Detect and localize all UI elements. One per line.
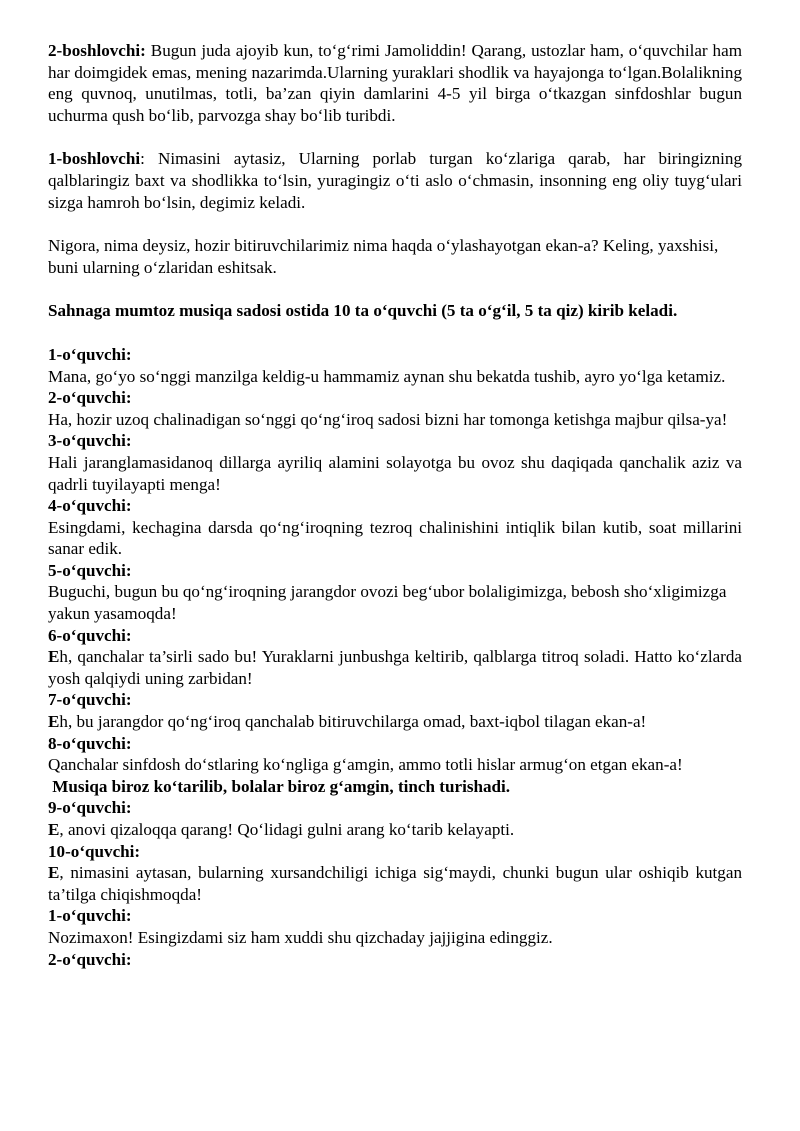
- dialogue-speaker: 5-o‘quvchi:: [48, 560, 132, 580]
- dialogue-block-b: [48, 797, 742, 970]
- speaker-label: 1-boshlovchi: [48, 149, 141, 169]
- dialogue-line: Eh, bu jarangdor qo‘ng‘iroq qanchalab bitiruvchilarga omad, baxt-iqbol tilagan ekan-a!: [48, 712, 647, 732]
- dialogue-speaker: 8-o‘quvchi:: [48, 733, 132, 753]
- dialogue-speaker: 10-o‘quvchi:: [48, 841, 141, 861]
- document-page: [48, 40, 742, 970]
- speaker-label: 2-boshlovchi:: [48, 41, 146, 60]
- dialogue-line: Buguchi, bugun bu qo‘ng‘iroqning jarangdor ovozi beg‘ubor bolaligimizga, bebosh sho‘xligimizga yakun yasamoqda!: [48, 582, 727, 624]
- dialogue-line: Hali jaranglamasidanoq dillarga ayriliq alamini solayotga bu ovoz shu daqiqada qanchalik aziz va qadrli tuyilayapti menga!: [48, 452, 742, 494]
- dialogue-speaker: 1-o‘quvchi:: [48, 906, 132, 926]
- dialogue-speaker: 2-o‘quvchi:: [48, 388, 132, 408]
- dialogue-line: Eh, qanchalar ta’sirli sado bu! Yuraklarni junbushga keltirib, qalblarga titroq soladi. Hatto ko‘zlarda yosh qalqiydi uning zarbidan!: [48, 647, 742, 688]
- dialogue-line: Nozimaxon! Esingizdami siz ham xuddi shu qizchaday jajjigina edinggiz.: [48, 927, 553, 947]
- dialogue-line: Mana, go‘yo so‘nggi manzilga keldig-u hammamiz aynan shu bekatda tushib, ayro yo‘lga ketamiz.: [48, 366, 726, 386]
- dialogue-speaker: 6-o‘quvchi:: [48, 625, 132, 645]
- dialogue-speaker: 3-o‘quvchi:: [48, 431, 132, 451]
- dialogue-line: E, anovi qizaloqqa qarang! Qo‘lidagi gulni arang ko‘tarib kelayapti.: [48, 820, 515, 839]
- paragraph-text: Bugun juda ajoyib kun, to‘g‘rimi Jamoliddin! Qarang, ustozlar ham, o‘quvchilar ham har doimgidek emas, mening nazarimda.Ularning yuraklari shodlik va hayajonga to‘lgan.Bolalikning eng quvnoq, unutilmas, totli, ba’zan qiyin damlarini 4-5 yil birga o‘tkazgan sinfdoshlar bugun uchurma qush bo‘lib, parvozga shay bo‘lib turibdi.: [48, 41, 742, 125]
- dialogue-speaker: 1-o‘quvchi:: [48, 344, 132, 364]
- intro-paragraph-2: [48, 148, 742, 213]
- stage-direction: Sahnaga mumtoz musiqa sadosi ostida 10 ta o‘quvchi (5 ta o‘g‘il, 5 ta qiz) kirib keladi.: [48, 301, 678, 321]
- nigora-paragraph: Nigora, nima deysiz, hozir bitiruvchilarimiz nima haqda o‘ylashayotgan ekan-a? Keling, yaxshisi, buni ularning o‘zlaridan eshitsak.: [48, 236, 719, 277]
- dialogue-line: Ha, hozir uzoq chalinadigan so‘nggi qo‘ng‘iroq sadosi bizni har tomonga ketishga majbur qilsa-ya!: [48, 409, 728, 429]
- dialogue-line: E, nimasini aytasan, bularning xursandchiligi ichiga sig‘maydi, chunki bugun ular oshiqib kutgan ta’tilga chiqishmoqda!: [48, 863, 742, 904]
- dialogue-speaker: 7-o‘quvchi:: [48, 690, 132, 710]
- paragraph-text: : Nimasini aytasiz, Ularning porlab turgan ko‘zlariga qarab, har biringizning qalblaringiz baxt va shodlikka to‘lsin, yuragingiz o‘ti aslo o‘chmasin, insonning eng oliy tuyg‘ulari sizga hamroh bo‘lsin, degimiz keladi.: [48, 149, 742, 212]
- stage-direction-music: Musiqa biroz ko‘tarilib, bolalar biroz g‘amgin, tinch turishadi.: [48, 776, 511, 796]
- intro-paragraph-1: [48, 40, 742, 126]
- dialogue-block-a: [48, 344, 742, 776]
- dialogue-speaker: 9-o‘quvchi:: [48, 798, 132, 818]
- dialogue-speaker: 2-o‘quvchi:: [48, 949, 132, 969]
- dialogue-line: Qanchalar sinfdosh do‘stlaring ko‘ngliga g‘amgin, ammo totli hislar armug‘on etgan ekan-a!: [48, 755, 683, 775]
- dialogue-speaker: 4-o‘quvchi:: [48, 496, 132, 516]
- dialogue-line: Esingdami, kechagina darsda qo‘ng‘iroqning tezroq chalinishini intiqlik bilan kutib, soat millarini sanar edik.: [48, 517, 742, 559]
